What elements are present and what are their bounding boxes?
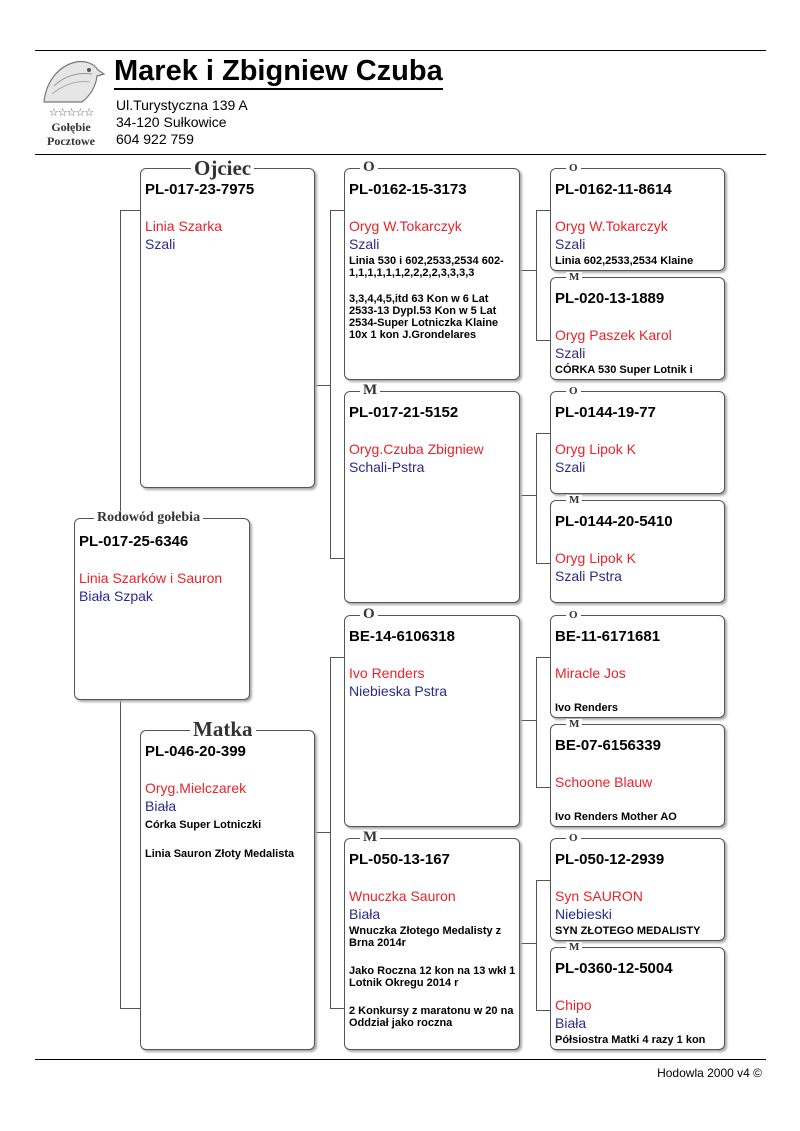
mother-color: Biała [145,798,177,814]
breeder-name: Marek i Zbigniew Czuba [114,56,443,90]
ggp7-label: O [566,833,581,844]
mother-card[interactable] [140,730,315,1050]
paternal-grandfather-line: Oryg W.Tokarczyk [349,218,462,234]
header-bottom-rule [35,154,766,155]
maternal-grandmother-card[interactable] [344,838,520,1050]
great-grandparent-card-2[interactable] [550,277,725,380]
ggp1-line: Oryg W.Tokarczyk [555,218,668,234]
ggp7-note: SYN ZŁOTEGO MEDALISTY [555,925,701,937]
great-grandparent-card-1[interactable] [550,168,725,271]
maternal-grandmother-note-1: Wnuczka Złotego Medalisty z Brna 2014r [349,925,502,949]
ggp1-color: Szali [555,236,586,252]
ggp7-line: Syn SAURON [555,888,643,904]
software-footer: Hodowla 2000 v4 © [657,1066,762,1080]
ggp4-color: Szali Pstra [555,568,622,584]
maternal-grandmother-line: Wnuczka Sauron [349,888,456,904]
paternal-grandfather-ring: PL-0162-15-3173 [349,181,467,198]
phone-number: 604 922 759 [116,131,194,147]
ggp3-ring: PL-0144-19-77 [555,404,656,421]
mother-note-2: Linia Sauron Złoty Medalista [145,848,295,860]
ggp8-color: Biała [555,1015,587,1031]
ggp4-line: Oryg Lipok K [555,550,636,566]
mother-line: Oryg.Mielczarek [145,780,247,796]
paternal-grandmother-color: Schali-Pstra [349,459,425,475]
ggp3-label: O [566,386,581,397]
father-card[interactable] [140,168,315,488]
paternal-grandmother-line: Oryg.Czuba Zbigniew [349,441,484,457]
paternal-grandmother-ring: PL-017-21-5152 [349,404,459,421]
great-grandparent-card-7[interactable] [550,838,725,941]
ggp1-label: O [566,163,581,174]
paternal-grandmother-card[interactable] [344,391,520,603]
subject-color: Biała Szpak [79,588,153,604]
footer-rule [35,1059,766,1060]
great-grandparent-card-6[interactable] [550,724,725,827]
ggp7-ring: PL-050-12-2939 [555,851,665,868]
ggp6-label: M [566,719,582,730]
ggp6-ring: BE-07-6156339 [555,737,661,754]
ggp5-note: Ivo Renders [555,702,618,714]
ggp1-note: Linia 602,2533,2534 Klaine [555,255,694,267]
subject-label: Rodowód gołebia [94,511,203,525]
paternal-grandfather-card[interactable] [344,168,520,380]
maternal-grandfather-card[interactable] [344,615,520,827]
subject-line: Linia Szarków i Sauron [79,570,223,586]
address-street: Ul.Turystyczna 139 A [116,97,248,113]
father-line: Linia Szarka [145,218,223,234]
logo-stars: ☆☆☆☆☆ [48,106,94,119]
maternal-grandmother-ring: PL-050-13-167 [349,851,450,868]
maternal-grandfather-line: Ivo Renders [349,665,425,681]
paternal-grandmother-label: M [360,383,380,398]
ggp5-ring: BE-11-6171681 [555,628,661,645]
ggp4-label: M [566,495,582,506]
ggp8-ring: PL-0360-12-5004 [555,960,673,977]
ggp1-ring: PL-0162-11-8614 [555,181,672,198]
ggp2-note: CÓRKA 530 Super Lotnik i [555,364,693,376]
mother-ring-number: PL-046-20-399 [145,743,246,760]
maternal-grandfather-color: Niebieska Pstra [349,683,448,699]
maternal-grandfather-label: O [360,607,378,622]
ggp5-label: O [566,610,581,621]
maternal-grandfather-ring: BE-14-6106318 [349,628,455,645]
father-ring-number: PL-017-23-7975 [145,181,255,198]
ggp2-color: Szali [555,345,586,361]
father-color: Szali [145,236,176,252]
ggp2-label: M [566,272,582,283]
address-city: 34-120 Sułkowice [116,114,227,130]
ggp8-line: Chipo [555,997,592,1013]
great-grandparent-card-3[interactable] [550,391,725,494]
great-grandparent-card-4[interactable] [550,500,725,603]
logo-text-line1: Gołębie [51,120,91,134]
maternal-grandmother-note-3: 2 Konkursy z maratonu w 20 na Oddział jako roczna [349,1005,514,1029]
header-top-rule [35,50,766,51]
pigeon-logo [34,56,108,148]
ggp5-line: Miracle Jos [555,665,626,681]
ggp6-note: Ivo Renders Mother AO [555,811,677,823]
father-label: Ojciec [191,158,254,179]
maternal-grandmother-note-2: Jako Roczna 12 kon na 13 wkł 1 Lotnik Okregu 2014 r [349,965,516,989]
logo-text-line2: Pocztowe [47,134,95,148]
ggp8-label: M [566,942,582,953]
subject-pigeon-card[interactable] [74,518,250,700]
ggp2-ring: PL-020-13-1889 [555,290,665,307]
paternal-grandfather-note-2: 3,3,4,4,5,itd 63 Kon w 6 Lat 2533-13 Dypl.53 Kon w 5 Lat 2534-Super Lotniczka Klaine 10x 1 kon J.Grondelares [349,293,499,341]
great-grandparent-card-8[interactable] [550,947,725,1050]
paternal-grandfather-note-1: Linia 530 i 602,2533,2534 602-1,1,1,1,1,1,2,2,2,2,3,3,3,3 [349,255,504,279]
subject-ring-number: PL-017-25-6346 [79,533,189,550]
ggp3-line: Oryg Lipok K [555,441,636,457]
maternal-grandmother-label: M [360,830,380,845]
ggp4-ring: PL-0144-20-5410 [555,513,673,530]
mother-label: Matka [190,719,256,740]
maternal-grandmother-color: Biała [349,906,381,922]
pigeon-head-icon [34,56,108,106]
ggp8-note: Półsiostra Matki 4 razy 1 kon [555,1034,706,1046]
ggp7-color: Niebieski [555,906,612,922]
great-grandparent-card-5[interactable] [550,615,725,718]
ggp3-color: Szali [555,459,586,475]
ggp6-line: Schoone Blauw [555,774,653,790]
ggp2-line: Oryg Paszek Karol [555,327,672,343]
paternal-grandfather-color: Szali [349,236,380,252]
paternal-grandfather-label: O [360,160,378,175]
mother-note-1: Córka Super Lotniczki [145,819,262,831]
